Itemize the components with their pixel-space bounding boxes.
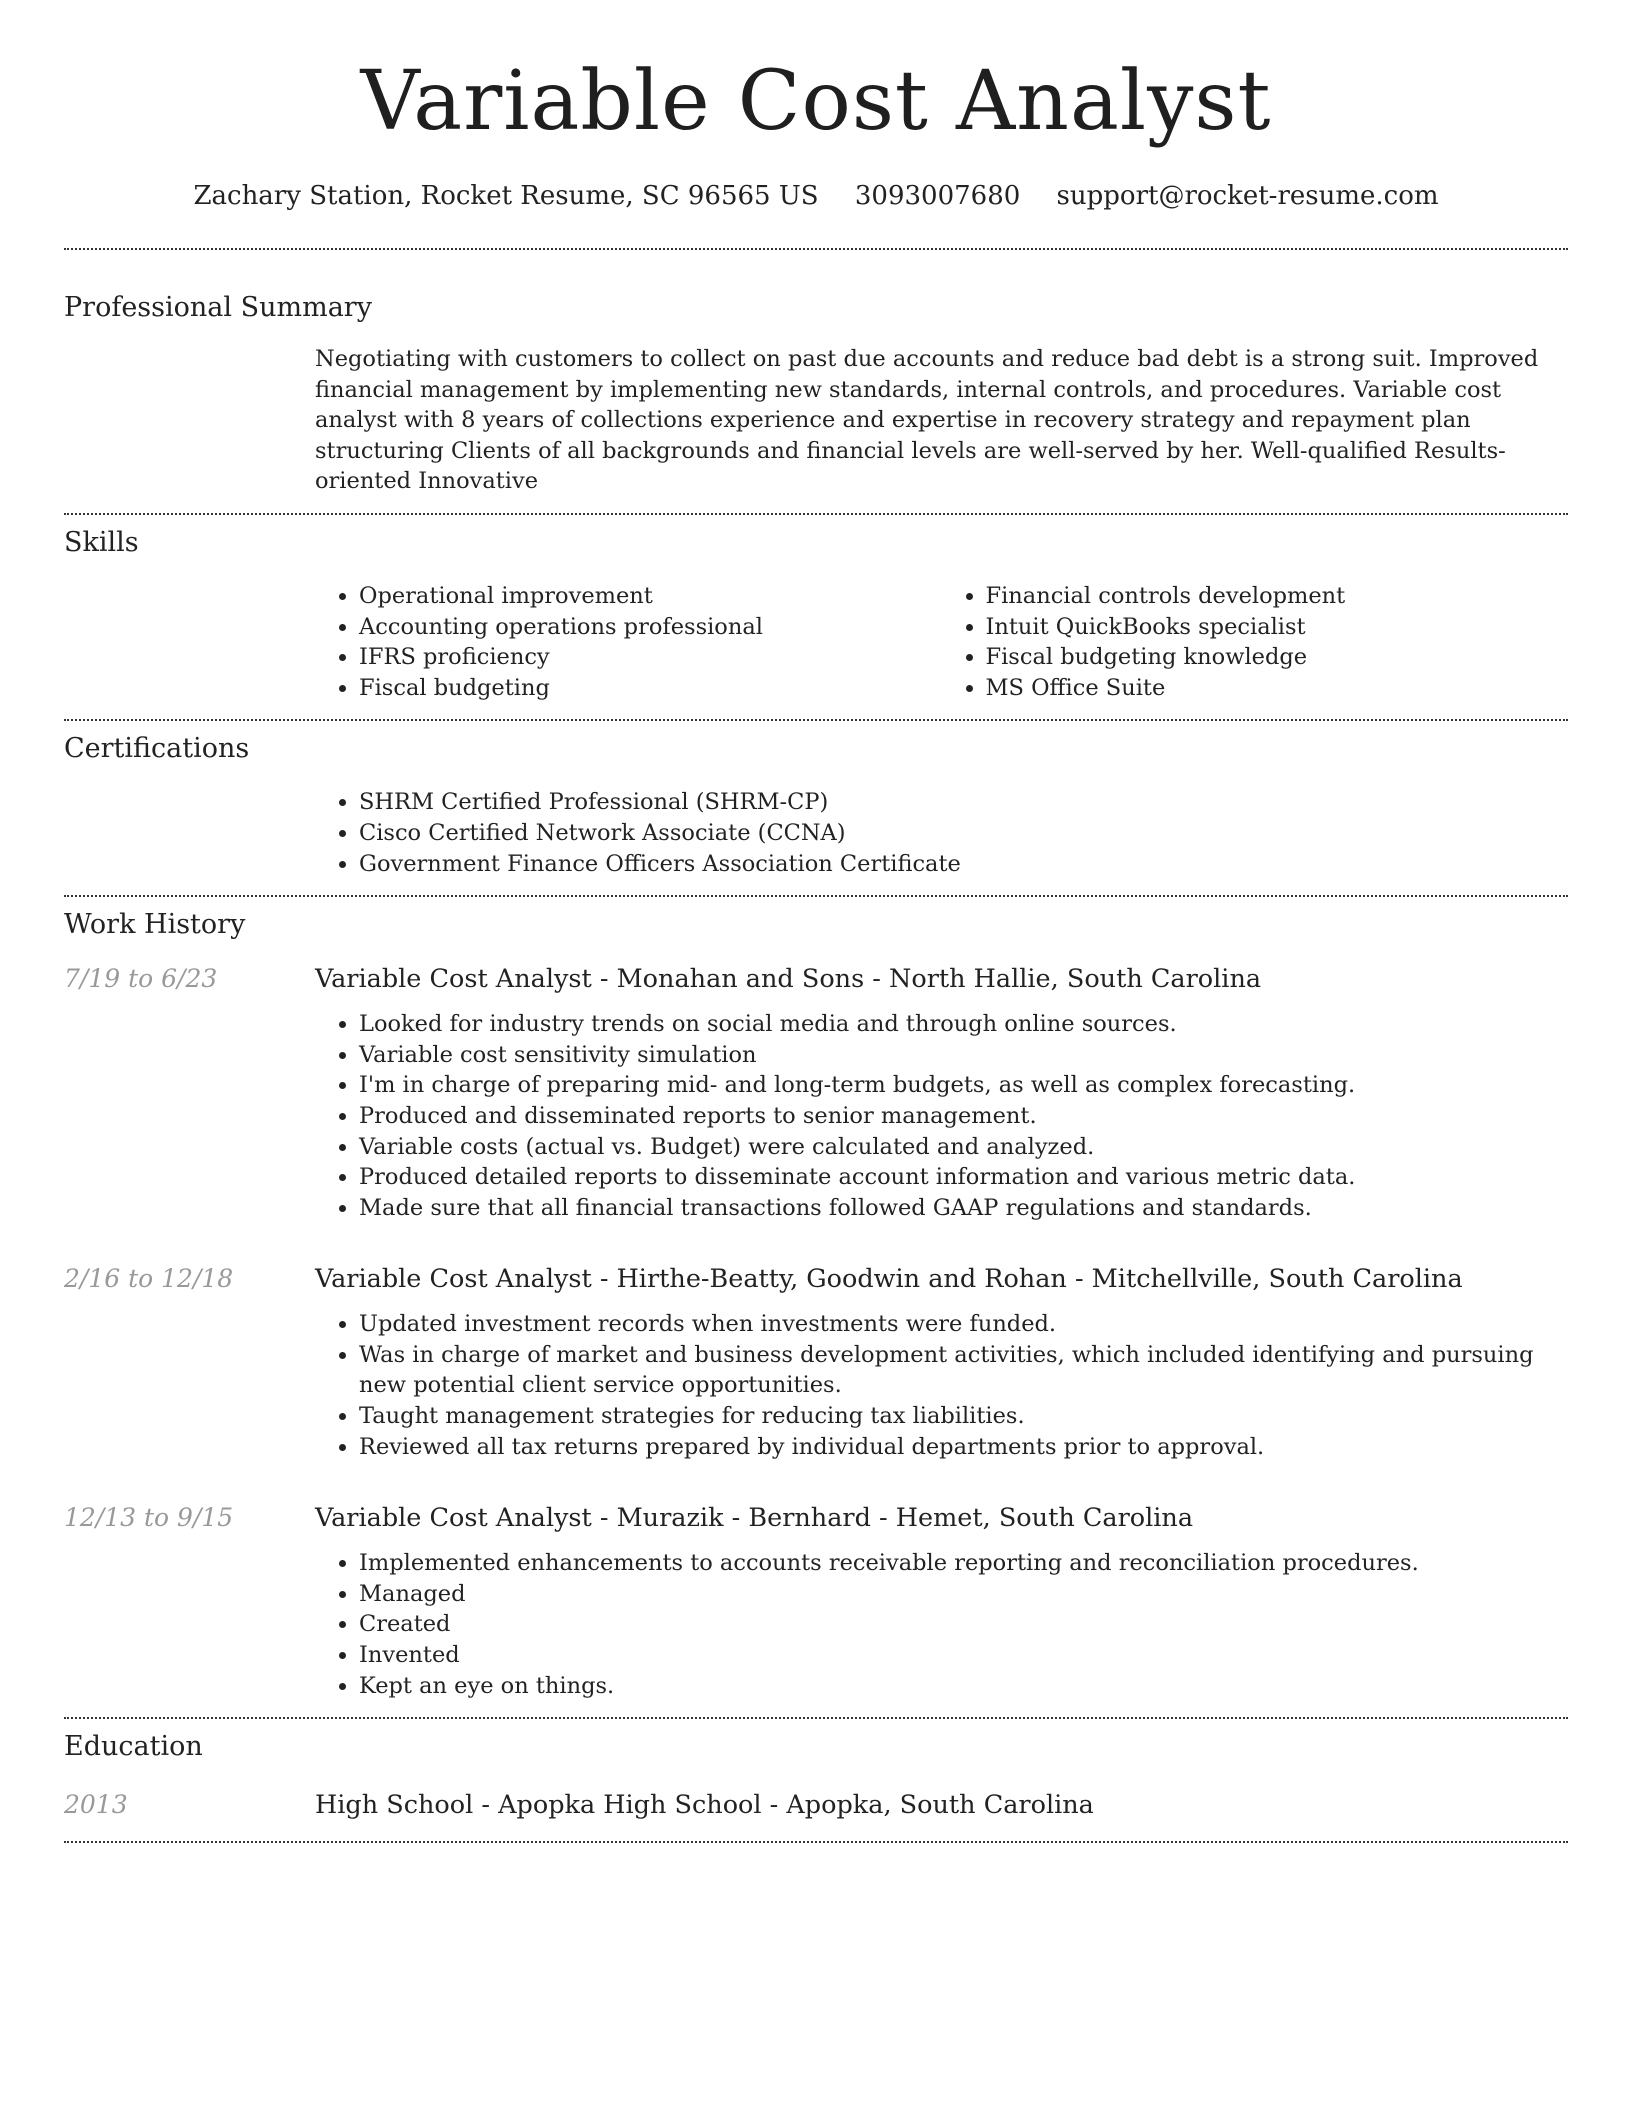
divider: [64, 513, 1568, 515]
certifications-section: [64, 733, 1568, 879]
education-title: High School - Apopka High School - Apopka, South Carolina: [315, 1790, 1094, 1821]
job-bullet: • Created: [359, 1609, 1568, 1640]
job-bullets: [315, 1309, 1568, 1462]
contact-line: [0, 180, 1632, 212]
job-dates: 12/13 to 9/15: [64, 1503, 234, 1533]
summary-text: Negotiating with customers to collect on past due accounts and reduce bad debt is a strong suit. Improved financial management by implementing new standards, internal controls, and procedures. Variable cost analyst with 8 years of collections experience and expertise in recovery strategy and repayment plan structuring Clients of all backgrounds and financial levels are well-served by her. Well-qualified Results-oriented Innovative: [315, 346, 1539, 495]
job-bullet: • Made sure that all financial transactions followed GAAP regulations and standards.: [359, 1193, 1568, 1224]
divider: [64, 1717, 1568, 1719]
summary-body: [315, 344, 1568, 497]
skill-item: • Fiscal budgeting knowledge: [986, 642, 1569, 673]
job-entry: [64, 1263, 1568, 1462]
job-entry: [64, 963, 1568, 1223]
skills-heading: Skills: [64, 526, 139, 558]
certification-item: • Government Finance Officers Association Certificate: [359, 849, 1568, 880]
job-bullet-list: [315, 1009, 1568, 1223]
job-bullet: • Produced detailed reports to disseminate account information and various metric data.: [359, 1162, 1568, 1193]
skill-item: • Fiscal budgeting: [359, 673, 942, 704]
divider: [64, 719, 1568, 721]
job-bullets: [315, 1548, 1568, 1701]
skill-item: • IFRS proficiency: [359, 642, 942, 673]
job-dates: 2/16 to 12/18: [64, 1264, 234, 1294]
job-bullet: • Looked for industry trends on social media and through online sources.: [359, 1009, 1568, 1040]
job-dates: 7/19 to 6/23: [64, 964, 218, 994]
job-bullet: • Produced and disseminated reports to senior management.: [359, 1101, 1568, 1132]
work-history-heading: Work History: [64, 909, 246, 941]
summary-heading: Professional Summary: [64, 292, 372, 323]
contact-phone: 3093007680: [854, 181, 1021, 211]
skill-item: • Operational improvement: [359, 581, 942, 612]
skills-list-left: [315, 581, 942, 703]
summary-section: [64, 292, 1568, 497]
education-entry: [64, 1789, 1568, 1821]
education-heading: Education: [64, 1731, 203, 1763]
skill-item: • Intuit QuickBooks specialist: [986, 612, 1569, 643]
job-bullet: • Managed: [359, 1579, 1568, 1610]
job-bullets: [315, 1009, 1568, 1223]
education-year: 2013: [64, 1790, 128, 1820]
skill-item: • Accounting operations professional: [359, 612, 942, 643]
job-bullet: • Implemented enhancements to accounts receivable reporting and reconciliation procedures.: [359, 1548, 1568, 1579]
job-bullet: • Reviewed all tax returns prepared by individual departments prior to approval.: [359, 1432, 1568, 1463]
skill-item: • Financial controls development: [986, 581, 1569, 612]
skills-columns: [315, 581, 1568, 703]
divider: [64, 1841, 1568, 1843]
job-bullet-list: [315, 1548, 1568, 1701]
resume-title: Variable Cost Analyst: [360, 54, 1272, 149]
certifications-heading: Certifications: [64, 733, 250, 765]
certifications-list: [315, 787, 1568, 879]
education-section: [64, 1731, 1568, 1821]
skills-list-right: [942, 581, 1569, 703]
divider: [64, 248, 1568, 250]
job-bullet: • Invented: [359, 1640, 1568, 1671]
skills-section: [64, 527, 1568, 703]
divider: [64, 895, 1568, 897]
certification-item: • SHRM Certified Professional (SHRM-CP): [359, 787, 1568, 818]
skill-item: • MS Office Suite: [986, 673, 1569, 704]
contact-email[interactable]: support@rocket-resume.com: [1056, 181, 1439, 211]
job-bullet: • Was in charge of market and business development activities, which included identifying and pursuing new potential client service opportunities.: [359, 1340, 1568, 1401]
certification-item: • Cisco Certified Network Associate (CCNA): [359, 818, 1568, 849]
job-entry: [64, 1502, 1568, 1701]
job-bullet: • Updated investment records when investments were funded.: [359, 1309, 1568, 1340]
job-title: Variable Cost Analyst - Monahan and Sons - North Hallie, South Carolina: [315, 964, 1262, 995]
job-bullet: • Kept an eye on things.: [359, 1671, 1568, 1702]
job-bullet: • I'm in charge of preparing mid- and long-term budgets, as well as complex forecasting.: [359, 1070, 1568, 1101]
contact-address: Zachary Station, Rocket Resume, SC 96565 US: [193, 181, 819, 211]
resume-header: [0, 0, 1632, 212]
certifications-body: [315, 787, 1568, 879]
job-title: Variable Cost Analyst - Murazik - Bernhard - Hemet, South Carolina: [315, 1503, 1194, 1534]
job-title: Variable Cost Analyst - Hirthe-Beatty, Goodwin and Rohan - Mitchellville, South Carolina: [315, 1264, 1463, 1295]
job-bullet: • Taught management strategies for reducing tax liabilities.: [359, 1401, 1568, 1432]
job-bullet: • Variable cost sensitivity simulation: [359, 1040, 1568, 1071]
work-history-section: [64, 909, 1568, 1701]
job-bullet: • Variable costs (actual vs. Budget) were calculated and analyzed.: [359, 1132, 1568, 1163]
job-bullet-list: [315, 1309, 1568, 1462]
